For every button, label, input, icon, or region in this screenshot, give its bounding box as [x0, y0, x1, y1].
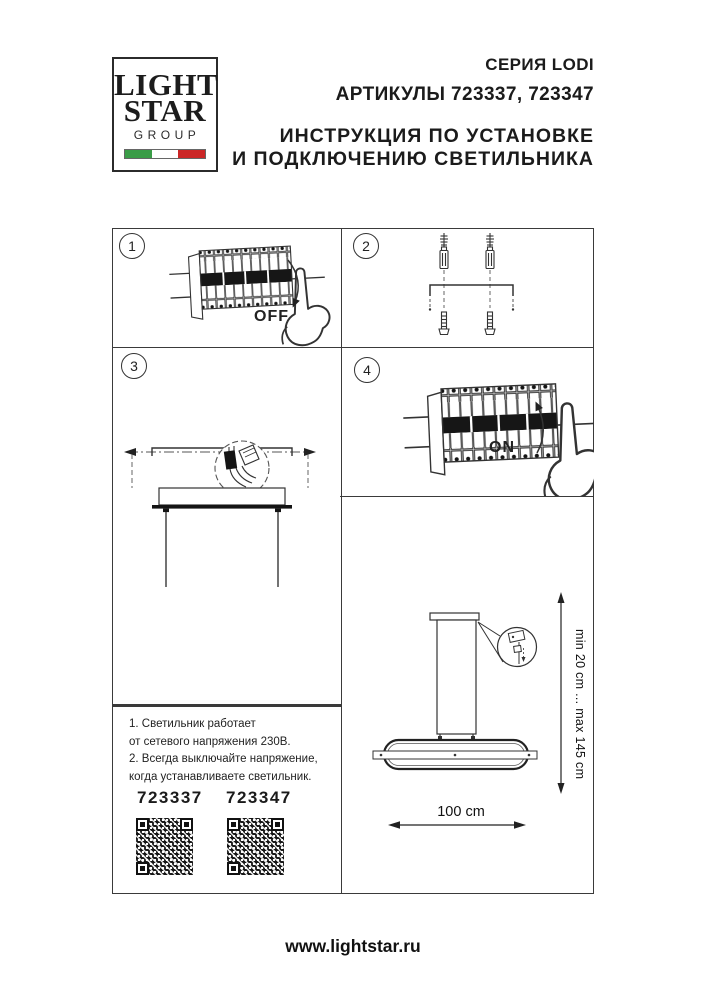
wall-anchor-left-icon: [440, 233, 448, 269]
step-1-number: 1: [119, 233, 145, 259]
bracket-dot-right: [512, 308, 514, 310]
logo-word-light: LIGHT: [114, 67, 219, 102]
on-label: ON: [489, 439, 515, 456]
qr-code-left: [136, 818, 193, 875]
step-2-number: 2: [353, 233, 379, 259]
cable-gland-left: [163, 509, 169, 512]
safety-notes: [129, 716, 334, 786]
canopy-body: [159, 488, 285, 505]
instruction-title-line1: ИНСТРУКЦИЯ ПО УСТАНОВКЕ: [279, 125, 594, 147]
article-code-723347: 723347: [226, 788, 292, 807]
bar-screw: [380, 754, 383, 757]
height-range-label: min 20 cm ... max 145 cm: [573, 629, 587, 780]
dim-arrow-right: [514, 821, 526, 829]
article-code-723337: 723337: [137, 788, 203, 807]
canopy-base-plate: [152, 505, 292, 509]
mounting-bracket-icon: [430, 285, 513, 296]
cable-connector-left: [438, 736, 442, 739]
terminal-detail-circle: [215, 441, 269, 495]
lamp-ceiling-plate: [430, 613, 479, 620]
bracket-dot-left: [429, 308, 431, 310]
screw-right-icon: [485, 312, 495, 335]
logo-word-group: GROUP: [133, 128, 201, 142]
flag-green: [125, 150, 152, 158]
dim-arrow-left: [388, 821, 400, 829]
italian-flag-stripe: [124, 149, 206, 159]
lightstar-logo: [112, 57, 218, 172]
qr-finder: [136, 818, 149, 831]
step2-hardware-illustration: [341, 228, 594, 347]
wall-anchor-right-icon: [486, 233, 494, 269]
bar-screw: [454, 754, 457, 757]
step4-breaker-on-illustration: [341, 347, 594, 496]
step3-canopy-illustration: [112, 347, 341, 705]
width-label: 100 cm: [437, 804, 485, 820]
off-label: OFF: [254, 308, 289, 325]
cable-connector-right: [471, 736, 475, 739]
dim-arrow-up: [558, 592, 565, 603]
dim-arrow-down: [558, 783, 565, 794]
document-header: [232, 55, 594, 171]
qr-code-right: [227, 818, 284, 875]
qr-finder: [136, 862, 149, 875]
note-line: от сетевого напряжения 230В.: [129, 735, 291, 748]
logo-word-star: STAR: [123, 93, 207, 128]
lamp-dimensions-illustration: [341, 496, 594, 894]
qr-finder: [227, 818, 240, 831]
arrow-right: [304, 448, 316, 456]
arrow-left: [124, 448, 136, 456]
flag-red: [178, 150, 205, 158]
lamp-column: [437, 620, 476, 734]
cable-gland-right: [275, 509, 281, 512]
instruction-title-line2: И ПОДКЛЮЧЕНИЮ СВЕТИЛЬНИКА: [232, 148, 594, 170]
screw-left-icon: [439, 312, 449, 335]
qr-finder: [227, 862, 240, 875]
flag-white: [152, 150, 179, 158]
website-url: www.lightstar.ru: [285, 936, 421, 956]
step-3-number: 3: [121, 353, 147, 379]
step-4-number: 4: [354, 357, 380, 383]
note-line: когда устанавливаете светильник.: [129, 770, 312, 783]
article-numbers-title: АРТИКУЛЫ 723337, 723347: [335, 84, 594, 105]
note-line: 2. Всегда выключайте напряжение,: [129, 753, 318, 765]
qr-finder: [180, 818, 193, 831]
bar-screw: [528, 754, 531, 757]
series-title: СЕРИЯ LODI: [485, 55, 594, 74]
qr-finder: [271, 818, 284, 831]
step1-breaker-off-illustration: [112, 228, 341, 347]
note-line: 1. Светильник работает: [129, 718, 256, 730]
